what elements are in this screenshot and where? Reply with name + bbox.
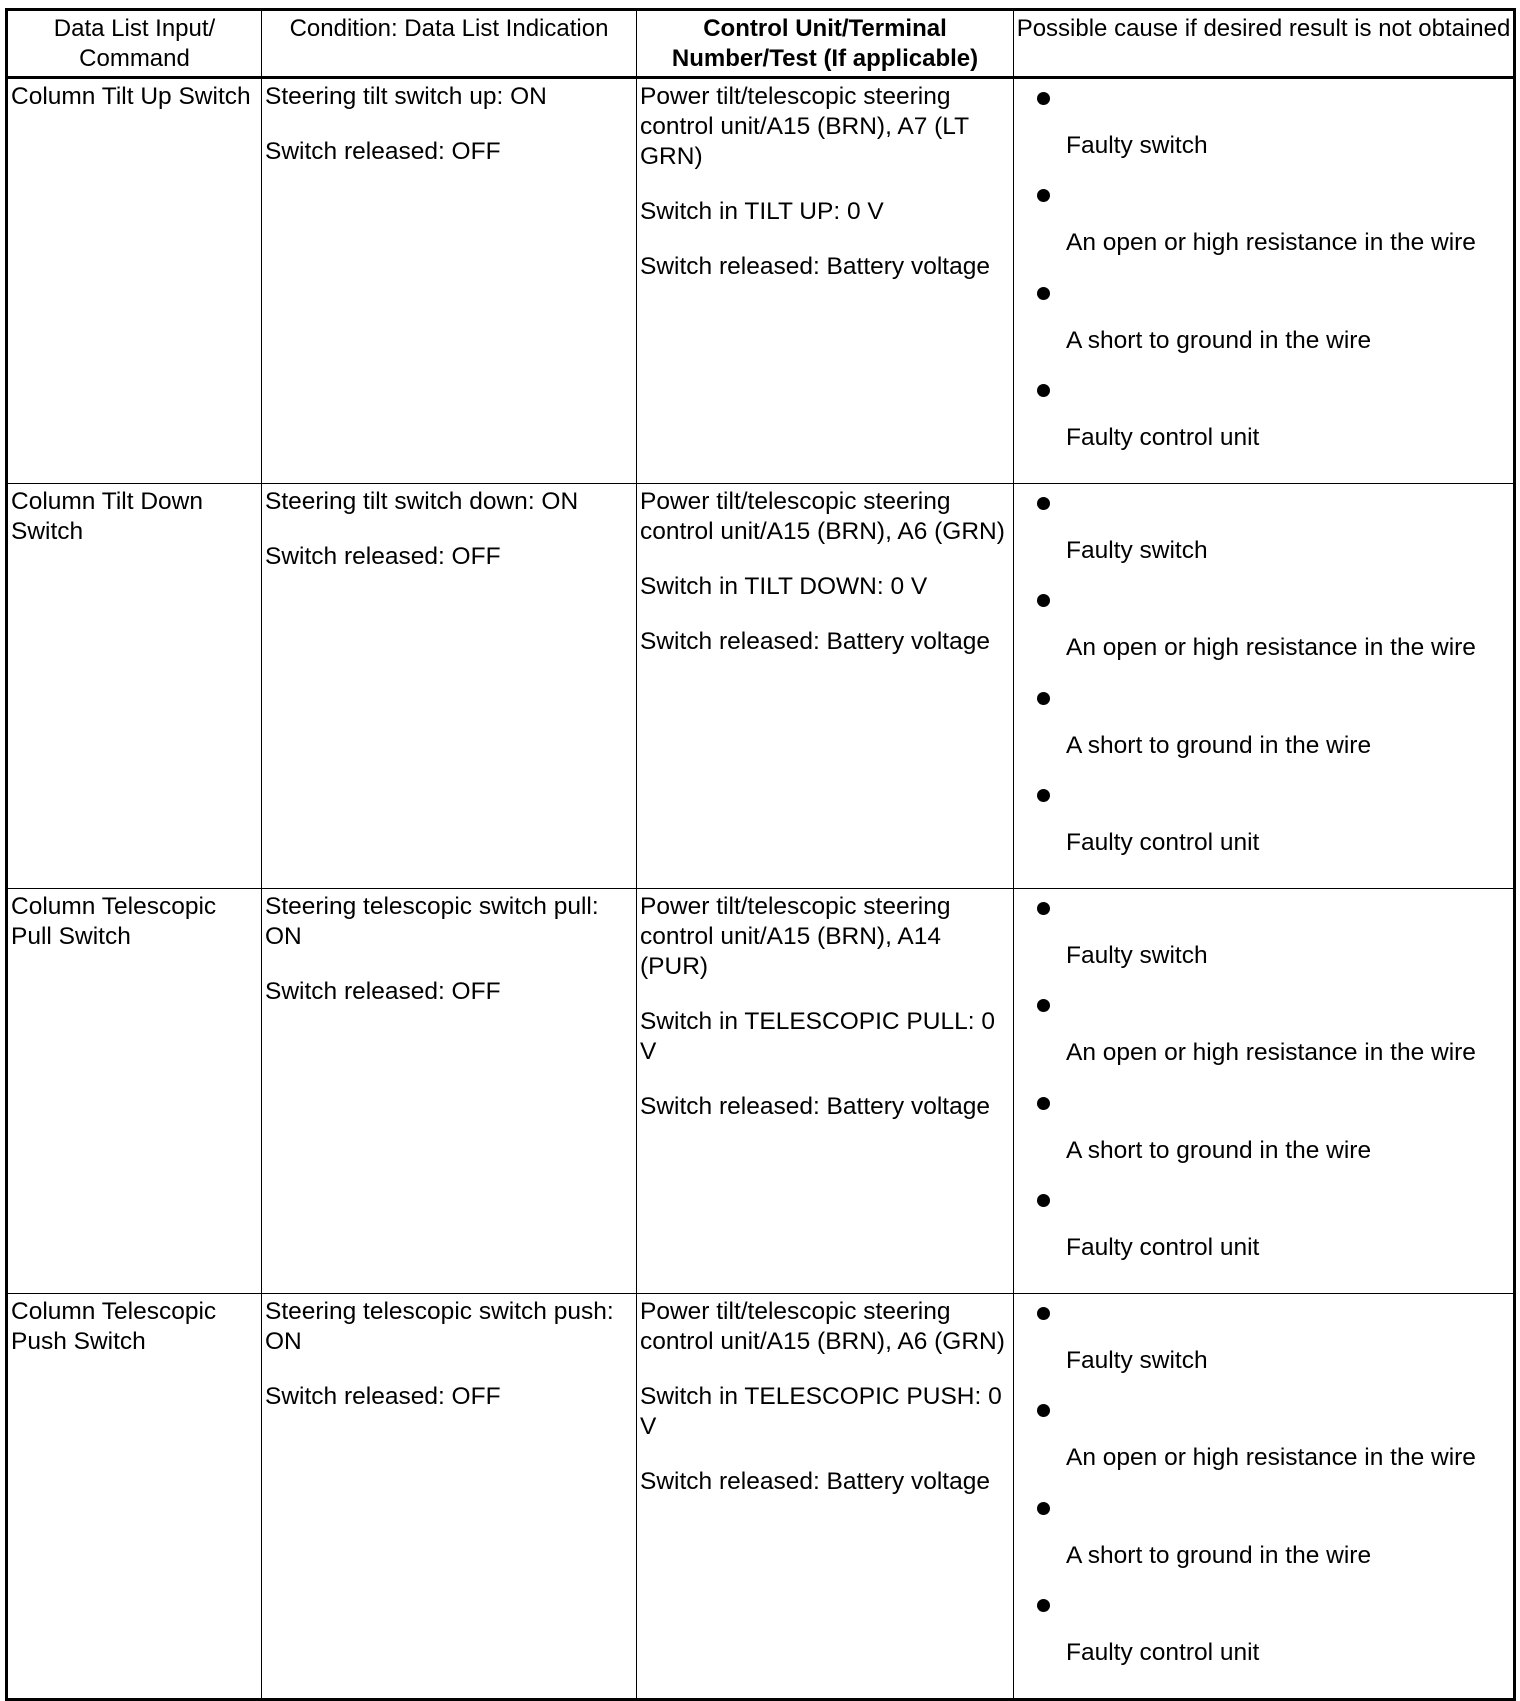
possible-cause-text: A short to ground in the wire	[1066, 327, 1372, 354]
data-list-input-cell	[7, 78, 262, 484]
control-unit-text: Power tilt/telescopic steering control unit/A15 (BRN), A7 (LT GRN)	[640, 83, 969, 170]
diagnostic-data-list-table	[5, 8, 1516, 1701]
bullet-icon	[1037, 1599, 1050, 1612]
data-list-input-text: Column Tilt Up Switch	[11, 83, 251, 110]
possible-cause-text: Faulty switch	[1066, 132, 1208, 159]
possible-cause-list	[1014, 484, 1513, 888]
possible-cause-text: Faulty switch	[1066, 1347, 1208, 1374]
data-list-input-cell	[7, 1294, 262, 1700]
condition-cell	[262, 1294, 637, 1700]
possible-cause-cell	[1014, 484, 1515, 889]
bullet-icon	[1037, 999, 1050, 1012]
condition-text: Steering tilt switch down: ON	[265, 488, 579, 515]
bullet-icon	[1037, 902, 1050, 915]
table-row	[7, 889, 1515, 1294]
header-control-unit: Control Unit/Terminal Number/Test (If applicable)	[637, 10, 1014, 78]
header-possible-cause: Possible cause if desired result is not obtained	[1014, 10, 1515, 78]
condition-cell	[262, 484, 637, 889]
condition-text: Steering tilt switch up: ON	[265, 83, 547, 110]
possible-cause-cell	[1014, 1294, 1515, 1700]
condition-text: Switch released: OFF	[265, 978, 501, 1005]
bullet-icon	[1037, 789, 1050, 802]
data-list-input-text: Column Telescopic Push Switch	[11, 1298, 217, 1355]
possible-cause-text: Faulty control unit	[1066, 1234, 1260, 1261]
data-list-input-cell	[7, 484, 262, 889]
bullet-icon	[1037, 594, 1050, 607]
condition-text: Switch released: OFF	[265, 1383, 501, 1410]
control-unit-text: Switch released: Battery voltage	[640, 1093, 990, 1120]
control-unit-text: Switch released: Battery voltage	[640, 253, 990, 280]
control-unit-text: Switch in TELESCOPIC PUSH: 0 V	[640, 1383, 1002, 1440]
table-header-row	[7, 10, 1515, 78]
possible-cause-text: Faulty control unit	[1066, 424, 1260, 451]
bullet-icon	[1037, 1194, 1050, 1207]
possible-cause-cell	[1014, 889, 1515, 1294]
table-row	[7, 1294, 1515, 1700]
bullet-icon	[1037, 692, 1050, 705]
control-unit-text: Switch in TILT UP: 0 V	[640, 198, 884, 225]
table-row	[7, 78, 1515, 484]
condition-cell	[262, 889, 637, 1294]
bullet-icon	[1037, 497, 1050, 510]
control-unit-cell	[637, 889, 1014, 1294]
possible-cause-text: A short to ground in the wire	[1066, 1137, 1372, 1164]
possible-cause-text: An open or high resistance in the wire	[1066, 634, 1476, 661]
possible-cause-text: An open or high resistance in the wire	[1066, 229, 1476, 256]
table-row	[7, 484, 1515, 889]
condition-text: Steering telescopic switch pull: ON	[265, 893, 599, 950]
bullet-icon	[1037, 1097, 1050, 1110]
possible-cause-text: Faulty switch	[1066, 537, 1208, 564]
control-unit-cell	[637, 484, 1014, 889]
possible-cause-text: An open or high resistance in the wire	[1066, 1039, 1476, 1066]
data-list-input-text: Column Telescopic Pull Switch	[11, 893, 217, 950]
condition-text: Switch released: OFF	[265, 138, 501, 165]
bullet-icon	[1037, 287, 1050, 300]
header-condition: Condition: Data List Indication	[262, 10, 637, 78]
data-list-input-text: Column Tilt Down Switch	[11, 488, 203, 545]
possible-cause-text: A short to ground in the wire	[1066, 1542, 1372, 1569]
bullet-icon	[1037, 1307, 1050, 1320]
control-unit-cell	[637, 1294, 1014, 1700]
condition-text: Steering telescopic switch push: ON	[265, 1298, 614, 1355]
bullet-icon	[1037, 384, 1050, 397]
data-list-input-cell	[7, 889, 262, 1294]
control-unit-text: Power tilt/telescopic steering control unit/A15 (BRN), A14 (PUR)	[640, 893, 951, 980]
bullet-icon	[1037, 1502, 1050, 1515]
control-unit-text: Power tilt/telescopic steering control unit/A15 (BRN), A6 (GRN)	[640, 1298, 1005, 1355]
bullet-icon	[1037, 92, 1050, 105]
possible-cause-list	[1014, 889, 1513, 1293]
condition-cell	[262, 78, 637, 484]
control-unit-text: Switch in TELESCOPIC PULL: 0 V	[640, 1008, 995, 1065]
control-unit-text: Switch released: Battery voltage	[640, 1468, 990, 1495]
control-unit-text: Power tilt/telescopic steering control unit/A15 (BRN), A6 (GRN)	[640, 488, 1005, 545]
bullet-icon	[1037, 1404, 1050, 1417]
control-unit-text: Switch released: Battery voltage	[640, 628, 990, 655]
possible-cause-text: Faulty switch	[1066, 942, 1208, 969]
control-unit-cell	[637, 78, 1014, 484]
header-data-list-input: Data List Input/ Command	[7, 10, 262, 78]
possible-cause-text: An open or high resistance in the wire	[1066, 1444, 1476, 1471]
possible-cause-text: Faulty control unit	[1066, 1639, 1260, 1666]
possible-cause-text: A short to ground in the wire	[1066, 732, 1372, 759]
possible-cause-list	[1014, 79, 1513, 483]
possible-cause-list	[1014, 1294, 1513, 1698]
possible-cause-cell	[1014, 78, 1515, 484]
condition-text: Switch released: OFF	[265, 543, 501, 570]
control-unit-text: Switch in TILT DOWN: 0 V	[640, 573, 928, 600]
bullet-icon	[1037, 189, 1050, 202]
possible-cause-text: Faulty control unit	[1066, 829, 1260, 856]
